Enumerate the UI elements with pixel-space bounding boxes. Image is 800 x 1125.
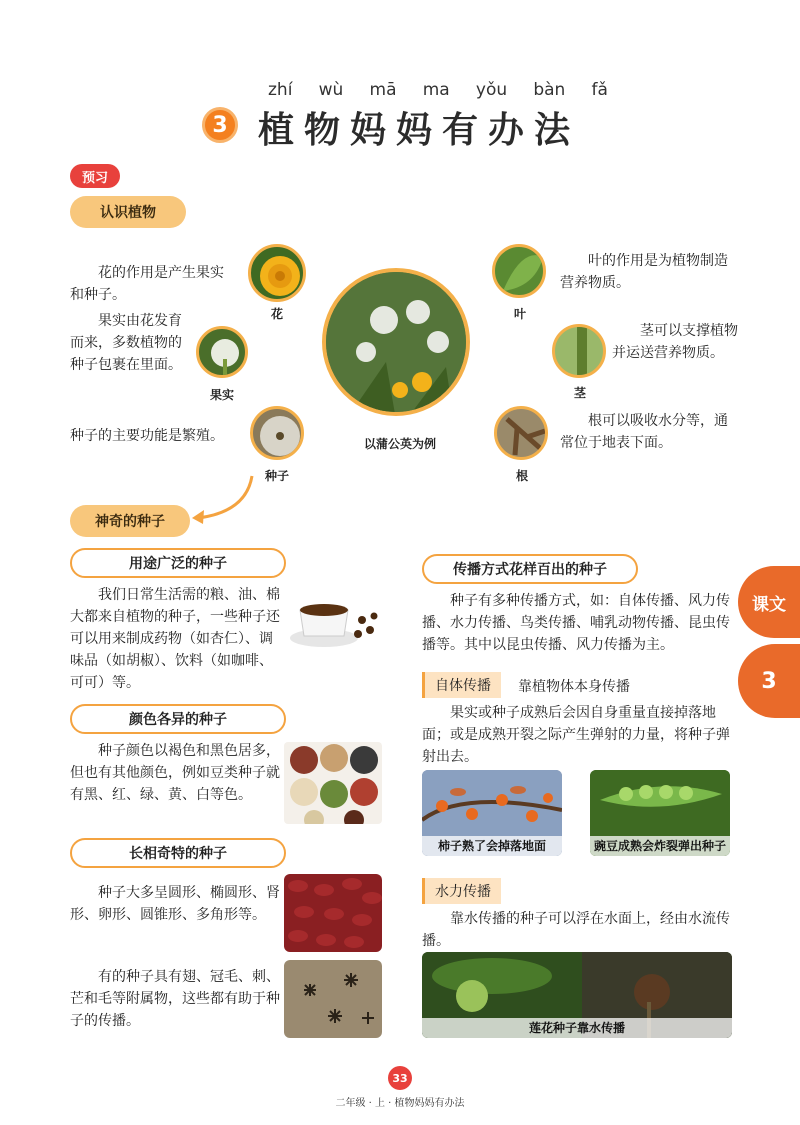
colorful-seeds-text: 种子颜色以褐色和黑色居多，但也有其他颜色，例如豆类种子就有黑、红、绿、黄、白等色。	[70, 743, 280, 803]
persimmon-caption: 柿子熟了会掉落地面	[422, 836, 562, 856]
self-spread-subtitle: 靠植物体本身传播	[518, 679, 630, 695]
flower-label: 花	[270, 307, 283, 321]
root-photo	[494, 406, 548, 460]
stem-text: 茎可以支撑植物并运送营养物质。	[612, 323, 738, 361]
pinyin-syllable: fǎ	[591, 80, 608, 100]
pinyin-syllable: ma	[422, 80, 450, 100]
leaf-icon	[495, 247, 546, 298]
know-plants-heading: 认识植物	[70, 196, 186, 228]
odd-seeds-heading: 长相奇特的种子	[70, 838, 286, 868]
seed-photo	[250, 406, 304, 460]
leaf-label: 叶	[513, 307, 526, 321]
preview-tag: 预习	[70, 164, 120, 188]
spiky-seeds-photo	[284, 960, 382, 1038]
useful-seeds-text: 我们日常生活需的粮、油、棉大都来自植物的种子，一些种子还可以用来制成药物（如杏仁）、调味品（如胡椒）、饮料（如咖啡、可可）等。	[70, 587, 280, 691]
page-number: 33	[388, 1066, 412, 1090]
root-label: 根	[515, 469, 528, 483]
lesson-number-badge: 3	[202, 107, 238, 143]
fruit-text: 果实由花发育而来，多数植物的种子包裹在里面。	[70, 313, 182, 373]
pinyin-syllable: bàn	[533, 80, 566, 100]
dandelion-seed-icon	[253, 409, 304, 460]
fruit-photo	[196, 326, 248, 378]
odd-seeds-text-2: 有的种子具有翅、冠毛、刺、芒和毛等附属物，这些都有助于种子的传播。	[70, 969, 280, 1029]
dandelion-fruit-icon	[199, 329, 248, 378]
pea-photo	[590, 770, 730, 856]
side-tab-label: 课文	[738, 566, 800, 638]
seed-text: 种子的主要功能是繁殖。	[70, 428, 224, 444]
lotus-caption: 莲花种子靠水传播	[422, 1018, 732, 1038]
center-label: 以蒲公英为例	[363, 437, 436, 451]
root-icon	[497, 409, 548, 460]
stem-icon	[555, 327, 606, 378]
stem-photo	[552, 324, 606, 378]
persimmon-photo	[422, 770, 562, 856]
flower-photo	[248, 244, 306, 302]
lotus-photo	[422, 952, 732, 1038]
pinyin-syllable: zhí	[268, 80, 293, 100]
pinyin-syllable: yǒu	[475, 80, 508, 100]
page-title: 植物妈妈有办法	[258, 109, 581, 151]
colorful-seeds-heading: 颜色各异的种子	[70, 704, 286, 734]
water-spread-text: 靠水传播的种子可以浮在水面上，经由水流传播。	[422, 911, 730, 949]
title-pinyin	[268, 80, 608, 100]
self-spread-text: 果实或种子成熟后会因自身重量直接掉落地面；或是成熟开裂之际产生弹射的力量，将种子弹射出去。	[422, 705, 730, 765]
dandelion-plant-icon	[326, 272, 470, 416]
spread-intro-text: 种子有多种传播方式，如：自体传播、风力传播、水力传播、鸟类传播、哺乳动物传播、昆虫传播等。其中以昆虫传播、风力传播为主。	[422, 593, 730, 653]
flower-text: 花的作用是产生果实和种子。	[70, 265, 224, 303]
curved-arrow-icon	[186, 472, 256, 528]
pinyin-syllable: mā	[369, 80, 397, 100]
magic-seeds-heading: 神奇的种子	[70, 505, 190, 537]
odd-seeds-text-1: 种子大多呈圆形、椭圆形、肾形、卵形、圆锥形、多角形等。	[70, 885, 280, 923]
spread-seeds-heading: 传播方式花样百出的种子	[422, 554, 638, 584]
coffee-cup-icon	[286, 590, 382, 650]
leaf-photo	[492, 244, 546, 298]
pea-caption: 豌豆成熟会炸裂弹出种子	[590, 836, 730, 856]
side-tab-number: 3	[738, 644, 800, 718]
beans-photo	[284, 742, 382, 824]
root-text: 根可以吸收水分等，通常位于地表下面。	[560, 413, 728, 451]
footer-text: 二年级 · 上 · 植物妈妈有办法	[335, 1098, 465, 1109]
stem-label: 茎	[573, 386, 586, 400]
dandelion-photo	[322, 268, 470, 416]
pinyin-syllable: wù	[318, 80, 344, 100]
bean-bowls-icon	[284, 742, 382, 824]
water-spread-tag: 水力传播	[422, 878, 501, 904]
dandelion-flower-icon	[251, 247, 306, 302]
fruit-label: 果实	[209, 388, 234, 402]
red-beans-icon	[284, 874, 382, 952]
useful-seeds-heading: 用途广泛的种子	[70, 548, 286, 578]
leaf-text: 叶的作用是为植物制造营养物质。	[560, 253, 728, 291]
red-beans-photo	[284, 874, 382, 952]
coffee-photo	[286, 590, 382, 650]
spiky-seeds-icon	[284, 960, 382, 1038]
self-spread-tag: 自体传播	[422, 672, 501, 698]
seed-label: 种子	[264, 469, 289, 483]
